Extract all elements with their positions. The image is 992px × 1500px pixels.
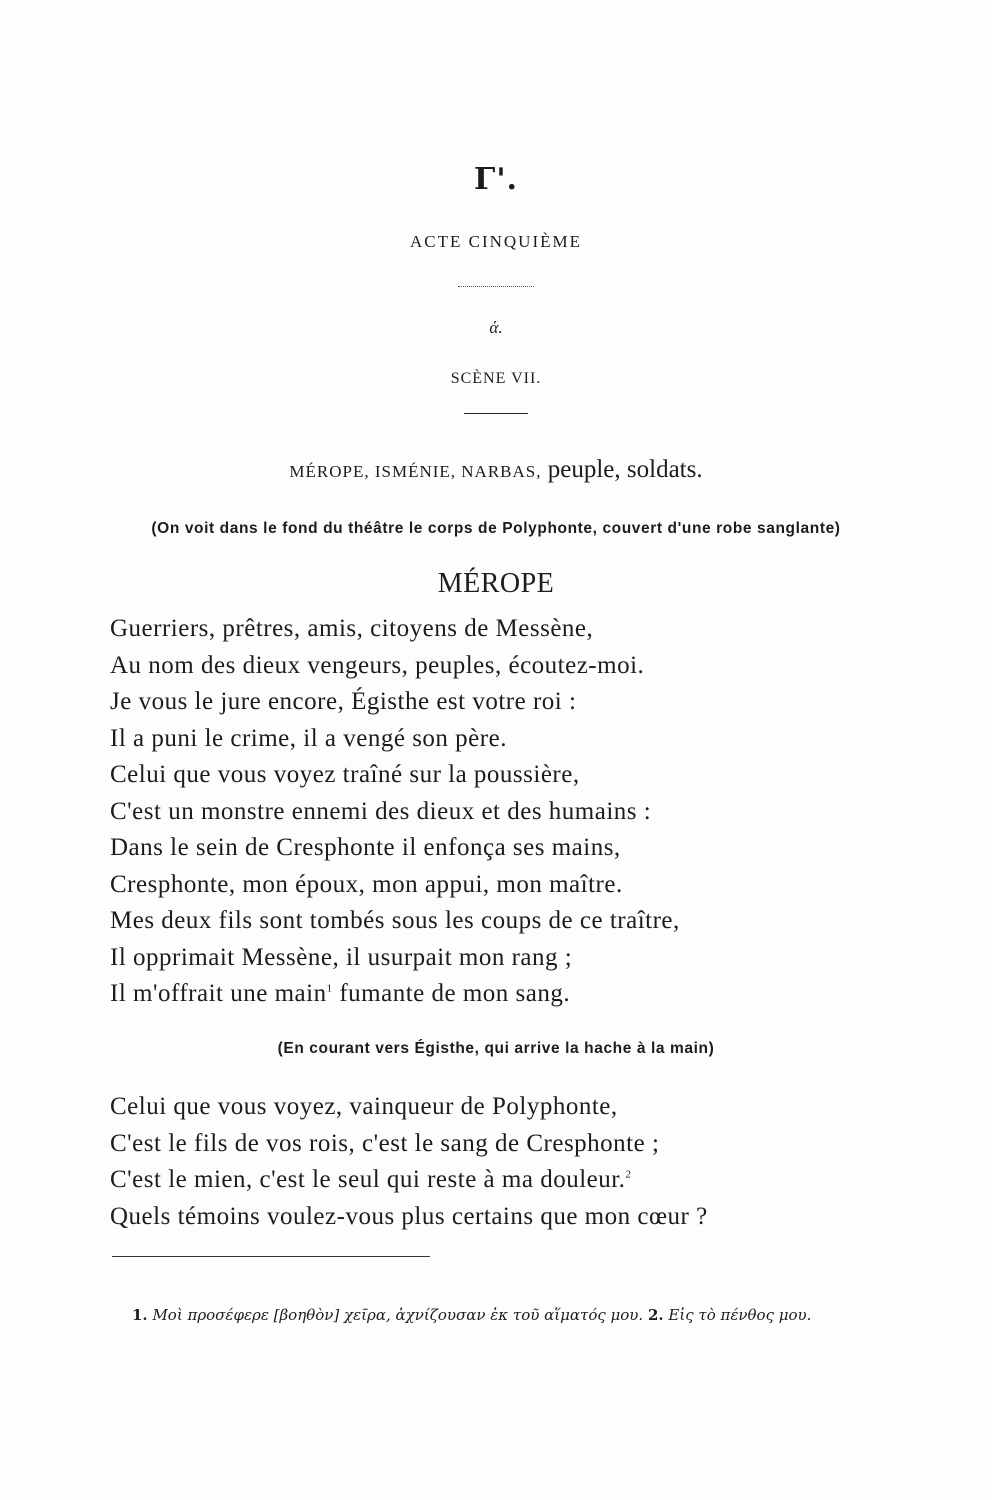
verse-block-2: [110, 1090, 900, 1236]
footnotes: [132, 1306, 892, 1324]
stage-direction-2: (En courant vers Égisthe, qui arrive la hache à la main): [277, 1040, 715, 1057]
footnote-number-1: 1.: [132, 1306, 148, 1324]
dotted-divider: [458, 286, 534, 287]
scene-title: SCÈNE VII.: [450, 370, 542, 387]
verse-line: Dans le sein de Cresphonte il enfonça ses mains,: [110, 834, 621, 861]
section-letter: Γ'.: [474, 162, 518, 197]
verse-line: Celui que vous voyez, vainqueur de Polyphonte,: [110, 1093, 618, 1120]
verse-line: Celui que vous voyez traîné sur la poussière,: [110, 761, 580, 788]
footnote-number-2: 2.: [647, 1306, 664, 1324]
verse-line: Il opprimait Messène, il usurpait mon rang ;: [110, 943, 573, 971]
verse-line: Il a puni le crime, il a vengé son père.: [110, 724, 507, 752]
verse-line: [110, 977, 900, 1014]
footnote-ref-1[interactable]: 1: [326, 982, 333, 995]
verse-line: Je vous le jure encore, Égisthe est votre roi :: [110, 688, 577, 715]
verse-text: fumante de mon sang.: [332, 980, 571, 1007]
footnote-text-1: Μοὶ προσέφερε [βοηθὸν] χεῖρα, ἀχνίζουσαν ἐκ τοῦ αἵματός μου.: [147, 1306, 648, 1324]
verse-line: Mes deux fils sont tombés sous les coups de ce traître,: [110, 907, 680, 934]
verse-block-1: [110, 612, 900, 1014]
character-extras: peuple, soldats.: [541, 456, 703, 483]
verse-line: Au nom des dieux vengeurs, peuples, écoutez-moi.: [110, 651, 645, 679]
character-names: MÉROPE, ISMÉNIE, NARBAS,: [289, 462, 542, 481]
verse-line: [110, 1163, 900, 1200]
footnote-text-2: Εἰς τὸ πένθος μου.: [663, 1306, 812, 1324]
verse-line: Guerriers, prêtres, amis, citoyens de Messène,: [110, 615, 594, 642]
verse-line: C'est un monstre ennemi des dieux et des humains :: [110, 797, 652, 825]
stage-direction-1: (On voit dans le fond du théâtre le corps de Polyphonte, couvert d'une robe sanglante): [151, 520, 841, 537]
verse-text: Il m'offrait une main: [110, 980, 327, 1007]
scene-letter: ά.: [489, 318, 503, 337]
verse-line: Cresphonte, mon époux, mon appui, mon maître.: [110, 870, 623, 898]
character-list: [0, 456, 992, 484]
scene-divider: [464, 413, 528, 414]
footnote-divider: [112, 1256, 430, 1257]
act-title: ACTE CINQUIÈME: [409, 232, 582, 251]
verse-text: C'est le mien, c'est le seul qui reste à ma douleur.: [110, 1166, 626, 1193]
footnote-ref-2[interactable]: 2: [625, 1168, 632, 1181]
verse-line: C'est le fils de vos rois, c'est le sang de Cresphonte ;: [110, 1129, 660, 1157]
speaker-name: MÉROPE: [437, 568, 555, 599]
verse-line: Quels témoins voulez-vous plus certains que mon cœur ?: [110, 1202, 708, 1230]
